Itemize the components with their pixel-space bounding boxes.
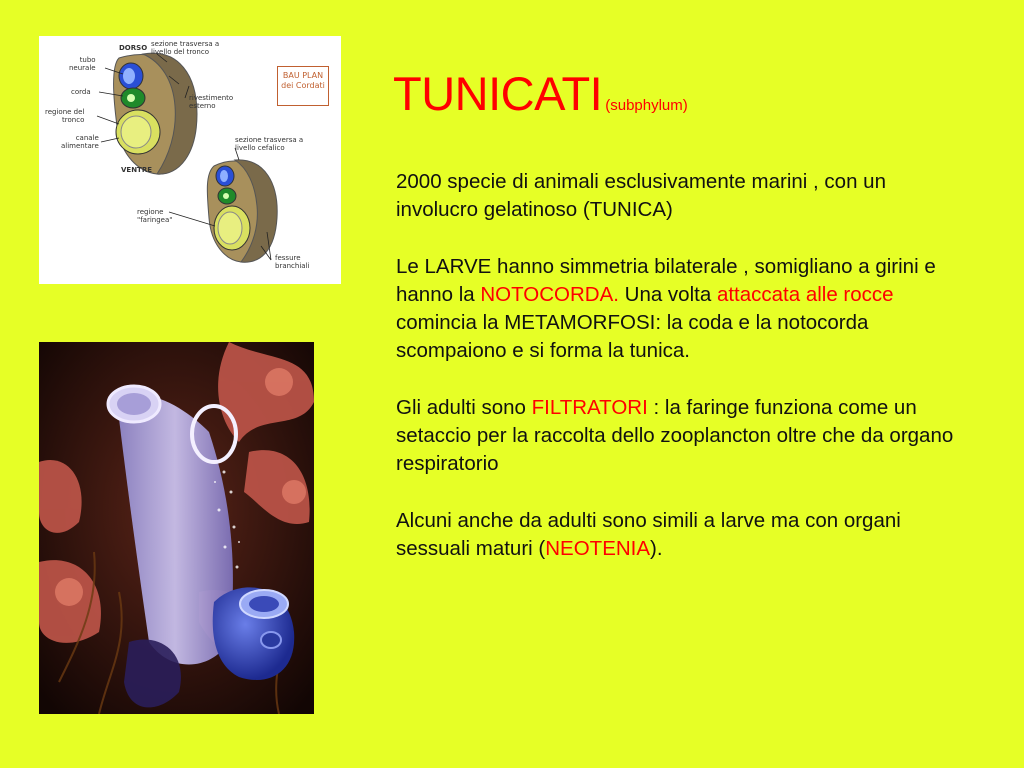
p4a-text: Alcuni anche da adulti sono simili a larve ma con organi sessuali maturi (: [396, 509, 901, 560]
tunicate-photo: [39, 342, 314, 714]
p2a-text: Le LARVE hanno simmetria bilaterale , somigliano a girini e hanno la: [396, 255, 936, 306]
label-fessure-branchiali: fessure branchiali: [275, 254, 310, 270]
highlight-notocorda: NOTOCORDA.: [480, 283, 619, 306]
label-regione-tronco: regione del tronco: [45, 108, 85, 124]
title-subtitle: (subphylum): [605, 97, 688, 114]
p2e-text: comincia la METAMORFOSI: la coda e la notocorda scompaiono e si forma la tunica.: [396, 311, 869, 362]
trunk-cross-section: [114, 53, 198, 174]
paragraph-neotenia: [396, 507, 956, 563]
label-dorso: DORSO: [119, 44, 148, 52]
title-main: TUNICATI: [393, 67, 603, 120]
label-canale-alimentare: canale alimentare: [61, 134, 99, 150]
bauplan-diagram: [39, 36, 341, 284]
label-corda: corda: [71, 88, 91, 96]
label-regione-faringea: regione "faringea": [137, 208, 173, 224]
p3c-text: : la faringe funziona come un setaccio per la raccolta dello zooplancton oltre che da organo respiratorio: [396, 396, 954, 475]
paragraph-larve: [396, 253, 956, 365]
paragraph-specie: [396, 168, 956, 224]
highlight-attaccata: attaccata alle rocce: [716, 283, 894, 306]
paragraph-adulti: [396, 394, 956, 478]
highlight-filtratori: FILTRATORI: [531, 396, 648, 419]
tunicate-illustration: [39, 342, 314, 714]
label-ventre: VENTRE: [121, 166, 153, 174]
bauplan-box: BAU PLAN dei Cordati: [277, 66, 329, 106]
body-text: [396, 168, 956, 592]
p3a-text: Gli adulti sono: [396, 396, 532, 419]
cephalic-cross-section: [207, 160, 277, 262]
p2c-text: Una volta: [618, 283, 717, 306]
slide-title: [393, 64, 688, 124]
p1-text: 2000 specie di animali esclusivamente marini , con un involucro gelatinoso (TUNICA): [396, 170, 886, 221]
label-tubo-neurale: tubo neurale: [69, 56, 96, 72]
highlight-neotenia: NEOTENIA: [545, 537, 651, 560]
label-rivestimento: rivestimento esterno: [189, 94, 234, 110]
label-sezione-cefalico: sezione trasversa a livello cefalico: [235, 136, 304, 152]
p4c-text: ).: [650, 537, 663, 560]
label-sezione-tronco: sezione trasversa a livello del tronco: [151, 40, 220, 56]
